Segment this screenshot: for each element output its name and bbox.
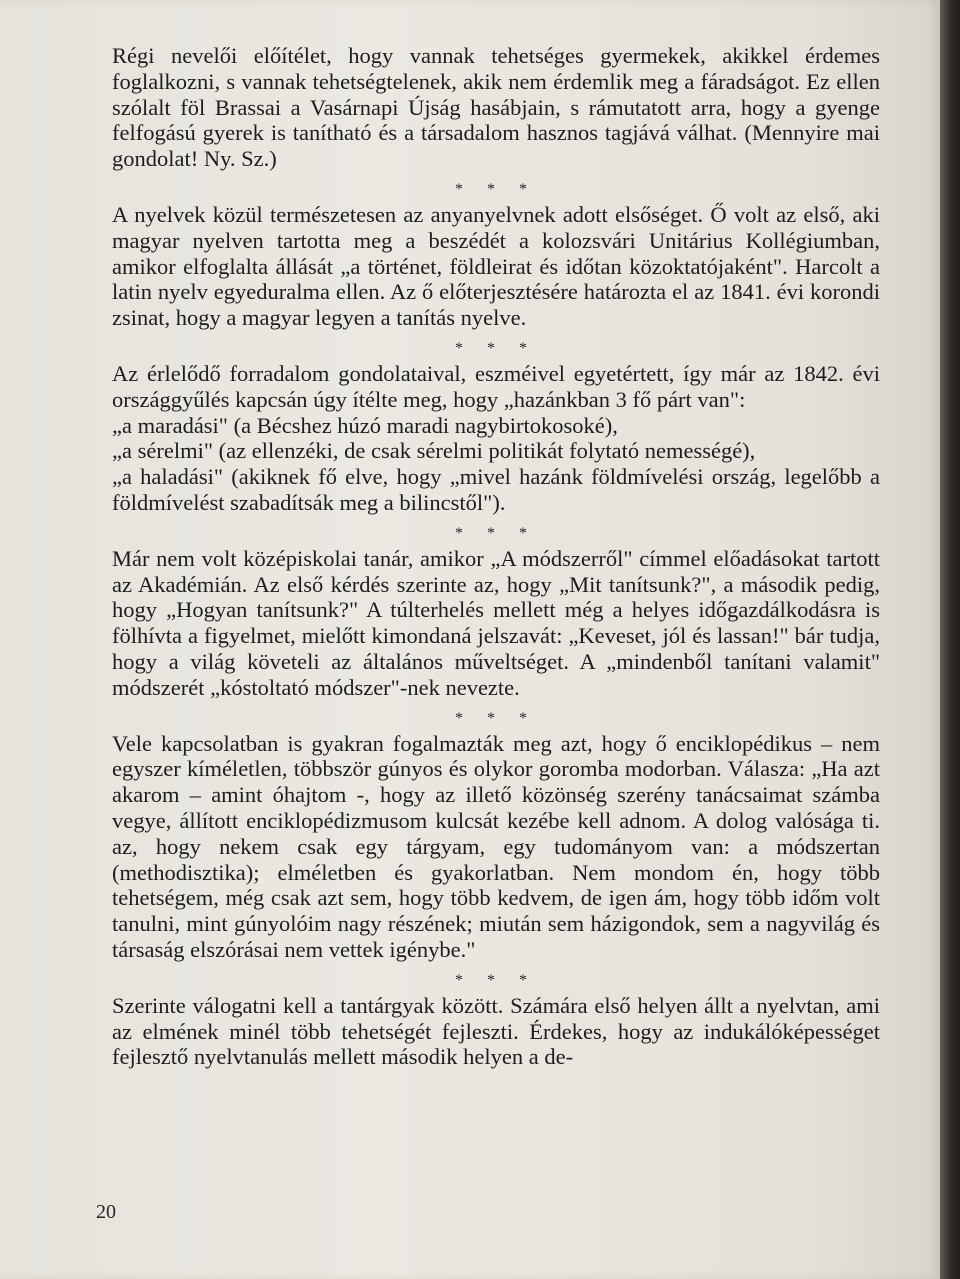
page-body xyxy=(112,43,880,1070)
page-number: 20 xyxy=(96,1201,116,1223)
paragraph: A nyelvek közül természetesen az anyanyelvnek adott elsőséget. Ő volt az első, aki magyar nyelven tartotta meg a beszédét a kolozsvári Unitárius Kollégiumban, amikor elfoglalta állását „a történet, földleirat és időtan közoktatójaként". Harcolt a latin nyelv egyeduralma ellen. Az ő előterjesztésére határozta el az 1841. évi korondi zsinat, hogy a magyar legyen a tanítás nyelve. xyxy=(112,201,880,331)
page-edge-shadow xyxy=(940,0,960,1279)
party-list-item: „a haladási" (akiknek fő elve, hogy „mivel hazánk földmívelési ország, legelőbb a földmívelést szabadítsák meg a bilincstől"). xyxy=(112,464,880,515)
paragraph: Szerinte válogatni kell a tantárgyak között. Számára első helyen állt a nyelvtan, ami az elmének minél több tehetségét fejleszti. Érdekes, hogy az indukálóképességet fejlesztő nyelvtanulás mellett második helyen a de- xyxy=(112,992,880,1070)
section-separator: * * * xyxy=(455,180,537,198)
section-separator: * * * xyxy=(455,709,537,727)
section-separator: * * * xyxy=(455,339,537,357)
paragraph: Vele kapcsolatban is gyakran fogalmazták meg azt, hogy ő enciklopédikus – nem egyszer kíméletlen, többször gúnyos és olykor goromba modorban. Válasza: „Ha azt akarom – amint óhajtom -, hogy az illető közönség szerény tanácsaimat számba vegye, állított enciklopédizmusom kulcsát kezébe kell adnom. A dolog valósága ti. az, hogy nekem csak egy tárgyam, egy tudományom van: a módszertan (methodisztika); elméletben és gyakorlatban. Nem mondom én, hogy több tehetségem, még csak azt sem, hogy több kedvem, de igen ám, hogy több időm volt tanulni, mint gúnyolóim nagy részének; miután sem házigondok, sem a nagyvilág és társaság elszórásai nem vettek igénybe." xyxy=(112,730,880,962)
paragraph: Az érlelődő forradalom gondolataival, eszméivel egyetértett, így már az 1842. évi országgyűlés kapcsán úgy ítélte meg, hogy „hazánkban 3 fő párt van": xyxy=(112,360,880,412)
section-separator: * * * xyxy=(455,524,537,542)
party-list-item: „a maradási" (a Bécshez húzó maradi nagybirtokosoké), xyxy=(112,412,618,438)
paragraph: Régi nevelői előítélet, hogy vannak tehetséges gyermekek, akikkel érdemes foglalkozni, s vannak tehetségtelenek, akik nem érdemlik meg a fáradságot. Ez ellen szólalt föl Brassai a Vasárnapi Újság hasábjain, s rámutatott arra, hogy a gyenge felfogású gyerek is tanítható és a társadalom hasznos tagjává válhat. (Mennyire mai gondolat! Ny. Sz.) xyxy=(112,43,880,172)
paragraph: Már nem volt középiskolai tanár, amikor „A módszerről" címmel előadásokat tartott az Akadémián. Az első kérdés szerinte az, hogy „Mit tanítsunk?", a második pedig, hogy „Hogyan tanítsunk?" A túlterhelés mellett még a helyes időgazdálkodásra is fölhívta a figyelmet, mielőtt kimondaná jelszavát: „Keveset, jól és lassan!" bár tudja, hogy a világ követeli az általános műveltséget. A „mindenből tanítani valamit" módszerét „kóstoltató módszer"-nek nevezte. xyxy=(112,545,880,700)
party-list-item: „a sérelmi" (az ellenzéki, de csak sérelmi politikát folytató nemességé), xyxy=(112,438,756,464)
section-separator: * * * xyxy=(455,971,537,989)
